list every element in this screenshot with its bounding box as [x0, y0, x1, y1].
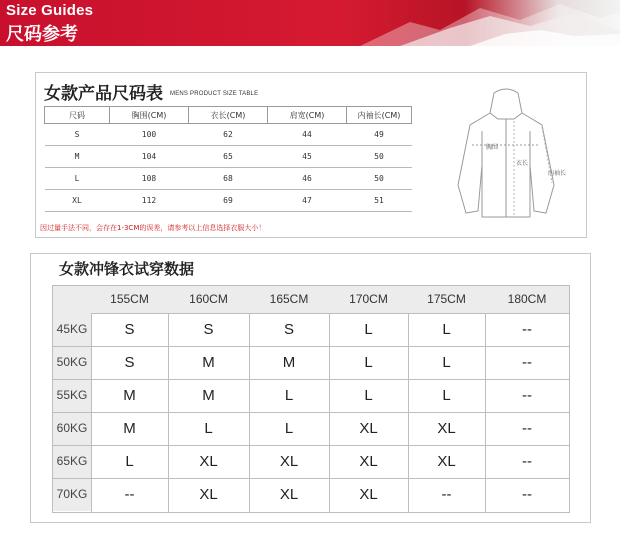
- weight-label: 70KG: [53, 478, 91, 511]
- size-table-header: 尺码: [45, 107, 110, 124]
- size-recommendation-cell: L: [364, 321, 373, 338]
- size-recommendation-cell: S: [124, 354, 135, 371]
- size-recommendation-cell: --: [124, 486, 135, 503]
- table-cell: 112: [110, 190, 189, 212]
- weight-label: 65KG: [53, 445, 91, 478]
- fit-table: [52, 285, 570, 513]
- size-recommendation-cell: XL: [359, 453, 378, 470]
- table-cell: 68: [189, 168, 268, 190]
- size-recommendation-cell: XL: [437, 420, 456, 437]
- height-header: 175CM: [427, 292, 466, 306]
- size-recommendation-cell: XL: [279, 486, 299, 503]
- table-cell: XL: [45, 190, 110, 212]
- size-recommendation-cell: S: [203, 321, 214, 338]
- table-cell: 100: [110, 124, 189, 146]
- weight-label: 45KG: [53, 313, 91, 346]
- table-row: [45, 168, 412, 190]
- table-cell: 44: [268, 124, 347, 146]
- height-header: 160CM: [189, 292, 228, 306]
- table-cell: 65: [189, 146, 268, 168]
- table-cell: 69: [189, 190, 268, 212]
- size-recommendation-cell: S: [283, 321, 294, 338]
- size-recommendation-cell: M: [123, 420, 136, 437]
- table-cell: 51: [347, 190, 412, 212]
- sleeve-label: 内袖长: [548, 170, 567, 177]
- height-header: 170CM: [349, 292, 388, 306]
- size-recommendation-cell: XL: [359, 420, 378, 437]
- size-recommendation-cell: XL: [199, 453, 218, 470]
- size-recommendation-cell: XL: [437, 453, 456, 470]
- size-recommendation-cell: L: [364, 354, 373, 371]
- size-recommendation-cell: L: [364, 387, 373, 404]
- size-recommendation-cell: XL: [279, 453, 299, 470]
- size-recommendation-cell: XL: [199, 486, 218, 503]
- size-table-header: 衣长(CM): [189, 107, 268, 124]
- size-table-header: 内袖长(CM): [347, 107, 412, 124]
- fit-table-panel: [30, 253, 591, 523]
- table-cell: L: [45, 168, 110, 190]
- size-recommendation-cell: M: [202, 387, 215, 404]
- table-cell: M: [45, 146, 110, 168]
- size-recommendation-cell: L: [442, 321, 451, 338]
- size-table-header: 肩宽(CM): [268, 107, 347, 124]
- banner-title-cn: 尺码参考: [6, 24, 78, 45]
- table-cell: 104: [110, 146, 189, 168]
- size-recommendation-cell: S: [124, 321, 135, 338]
- jacket-diagram: [444, 85, 574, 225]
- size-recommendation-cell: --: [522, 354, 532, 371]
- size-recommendation-cell: L: [442, 354, 451, 371]
- measurement-note: 因过量手法不同，会存在1-3CM的误差，请参考以上信息选择衣服大小！: [40, 224, 266, 232]
- size-recommendation-cell: L: [442, 387, 451, 404]
- size-recommendation-cell: M: [123, 387, 136, 404]
- height-header: 155CM: [110, 292, 149, 306]
- size-recommendation-cell: L: [125, 453, 134, 470]
- table-cell: 49: [347, 124, 412, 146]
- table-cell: 47: [268, 190, 347, 212]
- size-recommendation-cell: L: [284, 420, 294, 437]
- size-table: [44, 106, 412, 212]
- size-recommendation-cell: M: [202, 354, 215, 371]
- size-recommendation-cell: --: [441, 486, 452, 503]
- table-cell: 46: [268, 168, 347, 190]
- size-recommendation-cell: M: [282, 354, 296, 371]
- height-header: 180CM: [507, 292, 547, 306]
- table-cell: 108: [110, 168, 189, 190]
- table-row: [45, 124, 412, 146]
- size-table-header: 胸围(CM): [110, 107, 189, 124]
- length-label: 衣长: [516, 160, 529, 167]
- chest-label: 胸围: [486, 144, 499, 151]
- size-recommendation-cell: --: [522, 387, 532, 404]
- size-recommendation-cell: L: [204, 420, 213, 437]
- size-table-header-row: [45, 107, 412, 124]
- size-table-panel: [35, 72, 587, 238]
- banner-title-en: Size Guides: [6, 2, 94, 19]
- height-header: 165CM: [269, 292, 309, 306]
- table-cell: 50: [347, 168, 412, 190]
- size-guide-banner: [0, 0, 620, 46]
- weight-label: 55KG: [53, 379, 91, 412]
- size-recommendation-cell: --: [522, 321, 532, 338]
- table-cell: 62: [189, 124, 268, 146]
- size-recommendation-cell: --: [522, 453, 532, 470]
- fit-table-title: 女款冲锋衣试穿数据: [59, 260, 195, 278]
- table-row: [45, 190, 412, 212]
- table-cell: 50: [347, 146, 412, 168]
- weight-label: 60KG: [53, 412, 91, 445]
- weight-label: 50KG: [53, 346, 91, 379]
- size-table-title: 女款产品尺码表: [44, 84, 163, 104]
- table-cell: S: [45, 124, 110, 146]
- size-recommendation-cell: --: [522, 420, 532, 437]
- table-row: [45, 146, 412, 168]
- size-recommendation-cell: L: [284, 387, 294, 404]
- fit-table-header-row: [53, 286, 569, 314]
- size-recommendation-cell: XL: [359, 486, 378, 503]
- size-table-subtitle: MENS PRODUCT SIZE TABLE: [170, 91, 259, 97]
- size-recommendation-cell: --: [522, 486, 532, 503]
- table-cell: 45: [268, 146, 347, 168]
